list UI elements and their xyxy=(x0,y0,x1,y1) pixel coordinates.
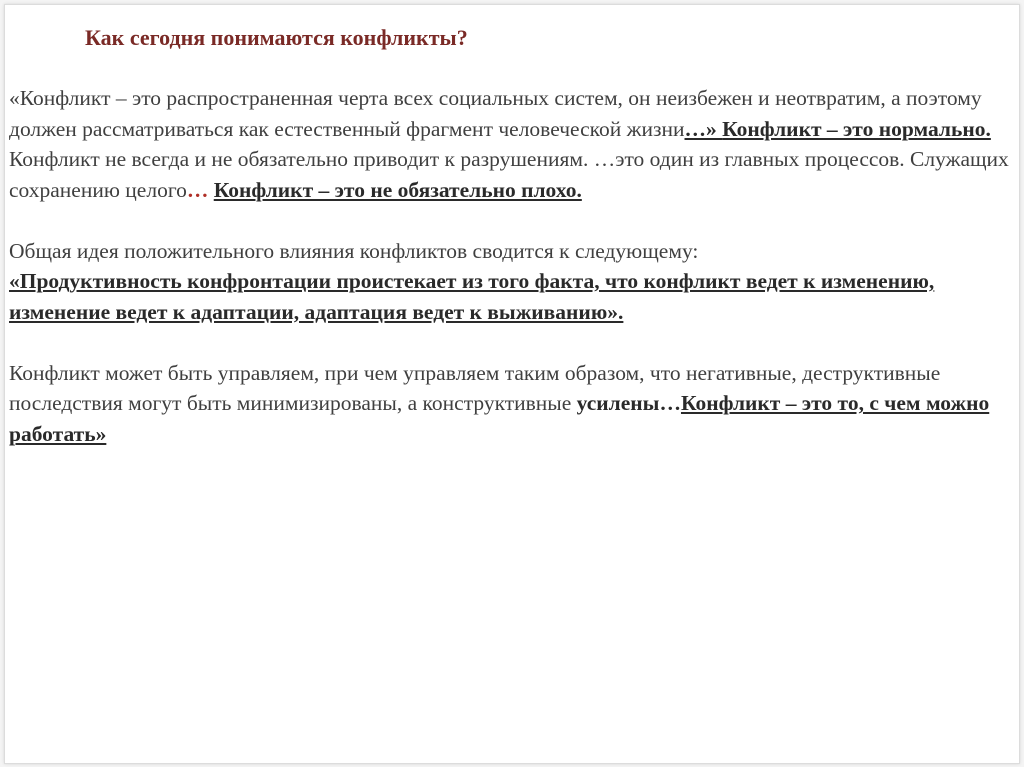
paragraph-conflict-normal xyxy=(9,83,1009,144)
spacer xyxy=(9,205,1009,236)
paragraph-text: Конфликт может быть управляем, при чем управляем таким образом, что негативные, деструктивные последствия могут быть минимизированы, а конструктивные xyxy=(9,360,941,415)
spacer xyxy=(9,327,1009,358)
emphasis-not-bad: Конфликт – это не обязательно плохо. xyxy=(213,177,582,202)
emphasis-conflict-normal: Конфликт – это нормально. xyxy=(722,116,991,141)
slide-content xyxy=(9,83,1009,449)
slide xyxy=(4,4,1020,764)
paragraph-text: «Конфликт – это распространенная черта всех социальных систем, он неизбежен и неотвратим, а поэтому должен рассматриваться как естественный фрагмент человеческой жизни xyxy=(9,86,982,141)
paragraph-ellipsis: … xyxy=(659,391,681,415)
emphasis-productivity: «Продуктивность конфронтации проистекает из того факта, что конфликт ведет к изменению, изменение ведет к адаптации, адаптация ведет к выживанию». xyxy=(9,269,935,324)
paragraph-not-bad xyxy=(9,144,1009,205)
paragraph-ellipsis: …» xyxy=(684,116,723,141)
paragraph-text: Конфликт не всегда и не обязательно приводит к разрушениям. …это один из главных процессов. Служащих сохранению целого xyxy=(9,147,1009,202)
paragraph-ellipsis: … xyxy=(186,177,214,202)
paragraph-productivity-quote xyxy=(9,266,1009,327)
paragraph-general-idea xyxy=(9,236,1009,267)
paragraph-manageable xyxy=(9,358,1009,450)
bold-word: усилены xyxy=(576,391,660,415)
emphasis-workable: Конфликт – это то, с чем можно работать» xyxy=(9,391,990,446)
paragraph-text: Общая идея положительного влияния конфликтов сводится к следующему: xyxy=(9,238,699,263)
slide-title: Как сегодня понимаются конфликты? xyxy=(85,25,468,50)
